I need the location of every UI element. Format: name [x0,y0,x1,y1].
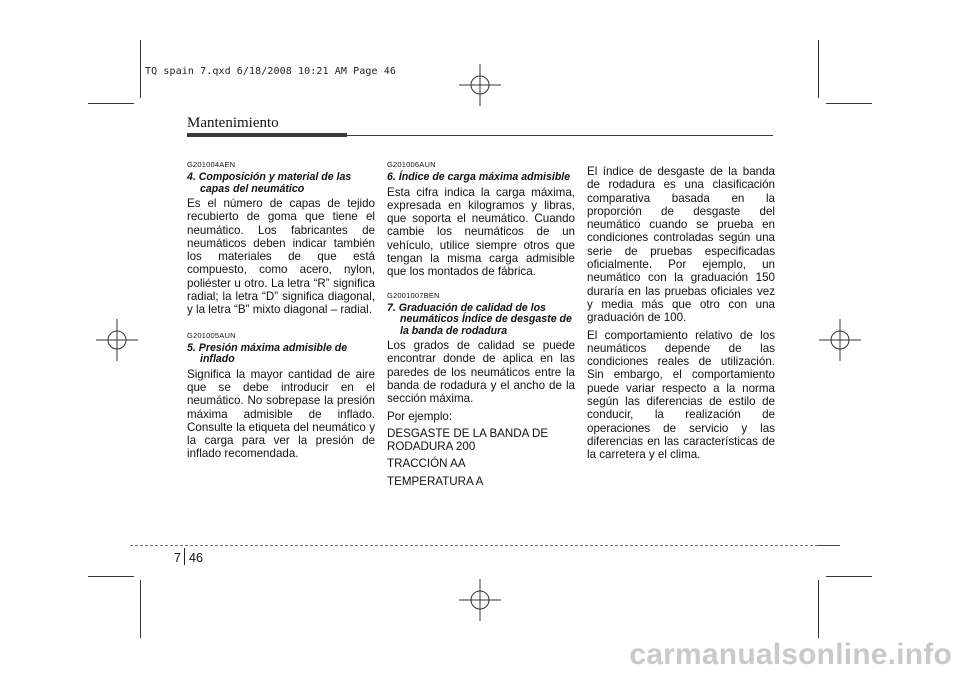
page-number: 46 [189,551,203,565]
column-3 [587,165,775,466]
column-2 [387,160,575,492]
section-body: Es el número de capas de tejido recubierto de goma que tiene el neumático. Los fabricantes de neumáticos deben indicar también los materiales de que está compuesto, como acero, nylon, poliéster u otro. La letra “R” significa radial; la letra “D” significa diagonal, y la letra “B” mixto diagonal – radial. [187,197,375,317]
heading-line: capas del neumático [200,182,305,195]
column-1 [187,160,375,465]
heading-line: la banda de rodadura [400,324,508,337]
section-heading [187,172,375,195]
registration-mark-bottom [455,575,505,625]
section-code: G201005AUN [187,330,236,340]
example-line: TEMPERATURA A [387,474,484,488]
paragraph: El índice de desgaste de la banda de rodadura es una clasificación comparativa basada en la proporción de desgaste del neumático cuando se prueba en condiciones controladas según una serie de pruebas especificadas oficialmente. Por ejemplo, un neumático con la graduación 150 duraría en las pruebas oficiales vez y media más que otro con una graduación de 100. [587,165,775,325]
section-body: Esta cifra indica la carga máxima, expresada en kilogramos y libras, que soporta el neumático. Cuando cambie los neumáticos de un vehículo, utilice siempre otros que tengan la misma carga admisible que los montados de fábrica. [387,185,575,279]
section-code: G2001007BEN [387,290,440,300]
heading-line: 5. Presión máxima admisible de [187,341,348,354]
print-info: TQ spain 7.qxd 6/18/2008 10:21 AM Page 46 [145,66,396,77]
paragraph: El comportamiento relativo de los neumáticos depende de las condiciones reales de utilización. Sin embargo, el comportamiento puede variar respecto a la norma según las diferencias de estilo de conducir, la realización de operaciones de servicio y las diferencias en las características de la carretera y el clima. [587,328,775,462]
section-heading [387,303,575,338]
header-bar [187,133,347,137]
heading-line: 7. Graduación de calidad de los [387,301,546,314]
section-code: G201006AUN [387,160,436,169]
registration-mark-left [92,315,142,365]
heading-line: neumáticos Índice de desgaste de [400,313,572,326]
heading-line: inflado [200,353,235,366]
page-number-divider [184,548,185,565]
example-line: DESGASTE DE LA BANDA DE RODADURA 200 [387,426,549,454]
section-heading [187,343,375,366]
section-body: Significa la mayor cantidad de aire que se debe introducir en el neumático. No sobrepase la presión máxima admisible de inflado. Consulte la etiqueta del neumático y la carga para ver la presión de inflado recomendada. [187,367,375,461]
example-line: TRACCIÓN AA [387,457,466,471]
example-label: Por ejemplo: [387,409,453,423]
watermark: carmanualsonline.info [629,638,952,671]
page-title: Mantenimiento [187,115,279,131]
registration-mark-right [815,315,865,365]
footer-rule-end [818,545,840,546]
heading-line: 4. Composición y material de las [187,171,352,183]
section-code: G201004AEN [187,160,236,169]
footer-rule [130,545,818,546]
chapter-number: 7 [174,551,181,565]
section-heading: 6. Índice de carga máxima admisible [387,171,571,183]
header-rule [347,135,773,136]
section-body: Los grados de calidad se puede encontrar donde de aplica en las paredes de los neumáticos entre la banda de rodadura y el ancho de la sección máxima. [387,339,575,406]
registration-mark-top [455,60,505,110]
